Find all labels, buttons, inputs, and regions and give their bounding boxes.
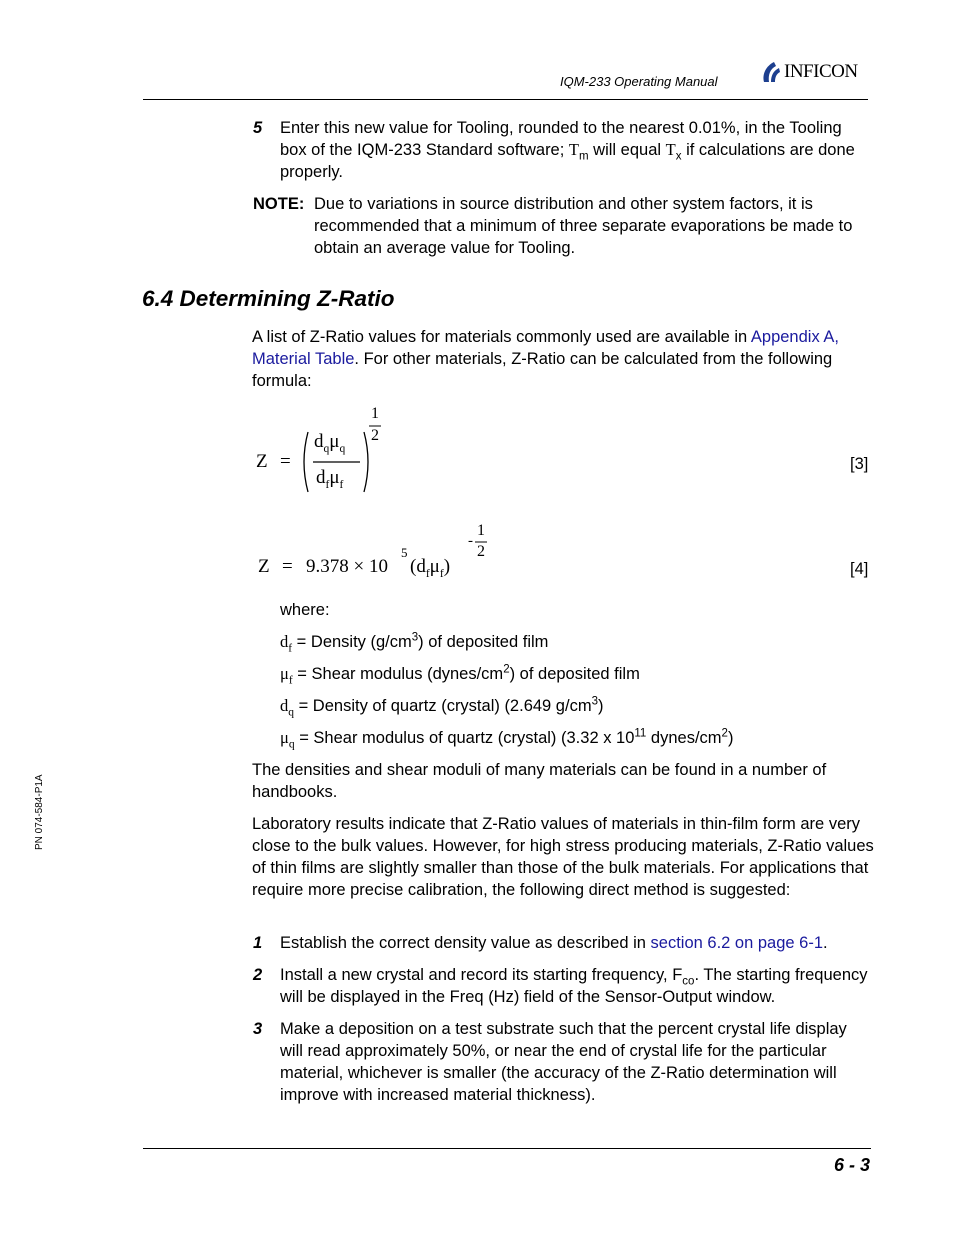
note-label: NOTE: (253, 195, 305, 213)
section-heading: 6.4 Determining Z-Ratio (142, 286, 395, 311)
step-text: Establish the correct density value as described in section 6.2 on page 6-1. (280, 934, 828, 952)
where-item: $d_f$ = Density $(g/cm^3)$ of deposited film (280, 631, 549, 655)
manual-title: IQM-233 Operating Manual (560, 74, 718, 89)
equation-3-number: [3] (850, 455, 869, 473)
intro-paragraph: A list of Z-Ratio values for materials commonly used are available in Appendix A, Material Table. For other materials, Z-Ratio can be calculated from the following formula: (252, 328, 839, 390)
where-item: $\mu_f$ = Shear modulus $(dynes/cm^2)$ of deposited film (280, 663, 640, 687)
paragraph-densities: The densities and shear moduli of many materials can be found in a number of handbooks. (252, 761, 827, 801)
step-number: 2 (253, 966, 263, 984)
note-text: Due to variations in source distribution and other system factors, it is recommended that a minimum of three separate evaporations be made to obtain an average value for Tooling. (314, 195, 853, 257)
step-text: Make a deposition on a test substrate such that the percent crystal life display will read approximately 50%, or near the end of crystal life for the particular material, whichever is smaller (the accuracy of the Z-Ratio determination will improve with increased material thickness). (280, 1020, 847, 1104)
step-number: 5 (253, 119, 263, 137)
paragraph-laboratory: Laboratory results indicate that Z-Ratio values of materials in thin-film form are very close to the bulk values. However, for high stress producing materials, Z-Ratio values of thin films are slightly smaller than those of the bulk materials. For applications that require more precise calibration, the following direct method is suggested: (252, 815, 874, 899)
section-link[interactable]: section 6.2 on page 6-1 (650, 934, 823, 952)
step-text: Install a new crystal and record its starting frequency, $F_{co}$. The starting frequency will be displayed in the Freq (Hz) field of the Sensor-Output window. (280, 966, 868, 1006)
inficon-logo-icon (760, 60, 782, 84)
header-rule (143, 99, 868, 100)
step-text: Enter this new value for Tooling, rounded to the nearest 0.01%, in the Tooling box of the IQM-233 Standard software; $T_m$ will equal $T_x$ if calculations are done properly. (280, 119, 855, 181)
inficon-logo (760, 60, 858, 84)
where-item: $d_q$ = Density of quartz (crystal) (2.649 $g/cm^3$) (280, 695, 604, 719)
appendix-link[interactable]: Appendix A, Material Table (252, 328, 839, 368)
equation-4: Z = 9.378 × 10 5 $(d_f\mu_f)$ - 1 2 (258, 522, 485, 580)
page-number: 6 - 3 (833, 1155, 870, 1175)
step-number: 1 (253, 934, 263, 952)
logo-text: INFICON (784, 61, 858, 82)
where-label: where: (280, 601, 330, 619)
footer-rule (143, 1148, 871, 1149)
equation-4-number: [4] (850, 560, 869, 578)
step-number: 3 (253, 1020, 263, 1038)
where-item: $\mu_q$ = Shear modulus of quartz (crystal) (3.32 x $10^{11}$ dynes/$cm^2$) (280, 727, 734, 751)
equation-3: Z = $d_q\mu_q$ $d_f\mu_f$ 1 2 (250, 405, 450, 500)
part-number: PN 074-584-P1A (34, 774, 45, 850)
